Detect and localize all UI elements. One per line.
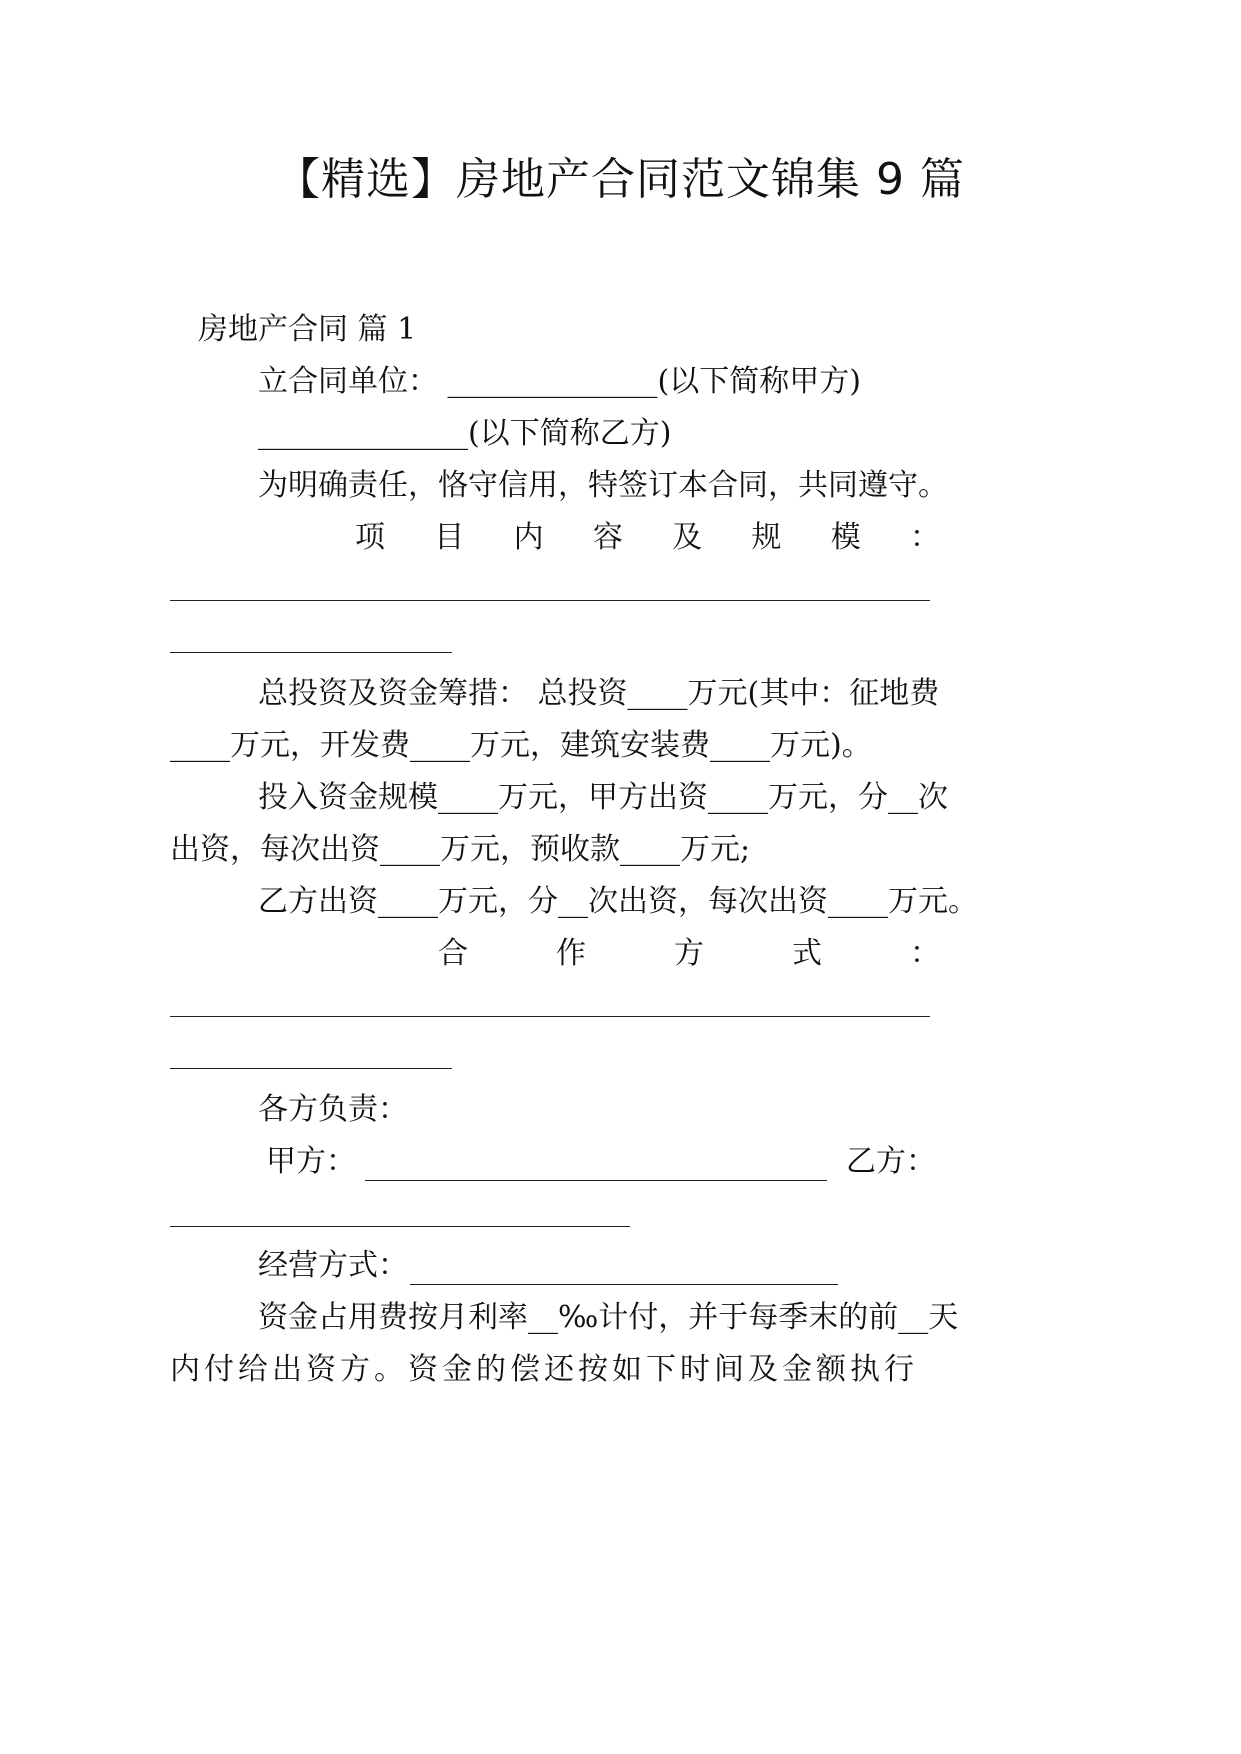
investment-line-1: 总投资及资金筹措： 总投资____万元(其中：征地费 bbox=[258, 676, 940, 711]
operation-blank-line bbox=[410, 1284, 838, 1285]
scope-char: 及 bbox=[672, 520, 703, 555]
scope-blank-line-2 bbox=[170, 652, 452, 653]
party-b-blank-line bbox=[170, 1226, 630, 1227]
document-title: 【精选】房地产合同范文锦集 9 篇 bbox=[276, 154, 965, 205]
fee-line-1: 资金占用费按月利率__‰计付，并于每季末的前__天 bbox=[258, 1300, 959, 1335]
investment-line-2: ____万元，开发费____万元，建筑安装费____万元)。 bbox=[170, 728, 872, 763]
scope-char: 容 bbox=[592, 520, 623, 555]
scope-char: 项 bbox=[355, 520, 385, 555]
capital-line-1: 投入资金规模____万元，甲方出资____万元，分__次 bbox=[258, 780, 948, 815]
coop-char: ： bbox=[910, 936, 940, 971]
scope-char: 内 bbox=[513, 520, 544, 555]
scope-char: 规 bbox=[751, 520, 782, 555]
scope-char: ： bbox=[909, 520, 940, 555]
scope-char: 目 bbox=[434, 520, 465, 555]
scope-blank-line-1 bbox=[170, 600, 930, 601]
coop-char: 式 bbox=[792, 936, 822, 971]
cooperation-label bbox=[438, 934, 940, 974]
coop-char: 作 bbox=[556, 936, 586, 971]
section-heading: 房地产合同 篇 1 bbox=[198, 312, 417, 347]
cooperation-blank-line-2 bbox=[170, 1068, 452, 1069]
parties-line-b: ______________(以下简称乙方) bbox=[258, 416, 672, 451]
purpose-paragraph: 为明确责任，恪守信用，特签订本合同，共同遵守。 bbox=[258, 468, 948, 503]
party-a-blank-line bbox=[365, 1180, 827, 1181]
party-b-label: 乙方： bbox=[846, 1144, 936, 1179]
responsibilities-label: 各方负责： bbox=[258, 1092, 408, 1127]
scope-char: 模 bbox=[830, 520, 861, 555]
parties-line-a: 立合同单位： ______________(以下简称甲方) bbox=[258, 364, 861, 399]
party-b-investment-line: 乙方出资____万元，分__次出资，每次出资____万元。 bbox=[258, 884, 978, 919]
capital-line-2: 出资，每次出资____万元，预收款____万元; bbox=[170, 832, 751, 867]
project-scope-label bbox=[355, 518, 940, 558]
operation-label: 经营方式： bbox=[258, 1248, 408, 1283]
cooperation-blank-line-1 bbox=[170, 1016, 930, 1017]
coop-char: 方 bbox=[674, 936, 704, 971]
fee-line-2: 内付给出资方。资金的偿还按如下时间及金额执行 bbox=[170, 1352, 918, 1387]
party-a-label: 甲方： bbox=[266, 1144, 356, 1179]
coop-char: 合 bbox=[438, 936, 468, 971]
